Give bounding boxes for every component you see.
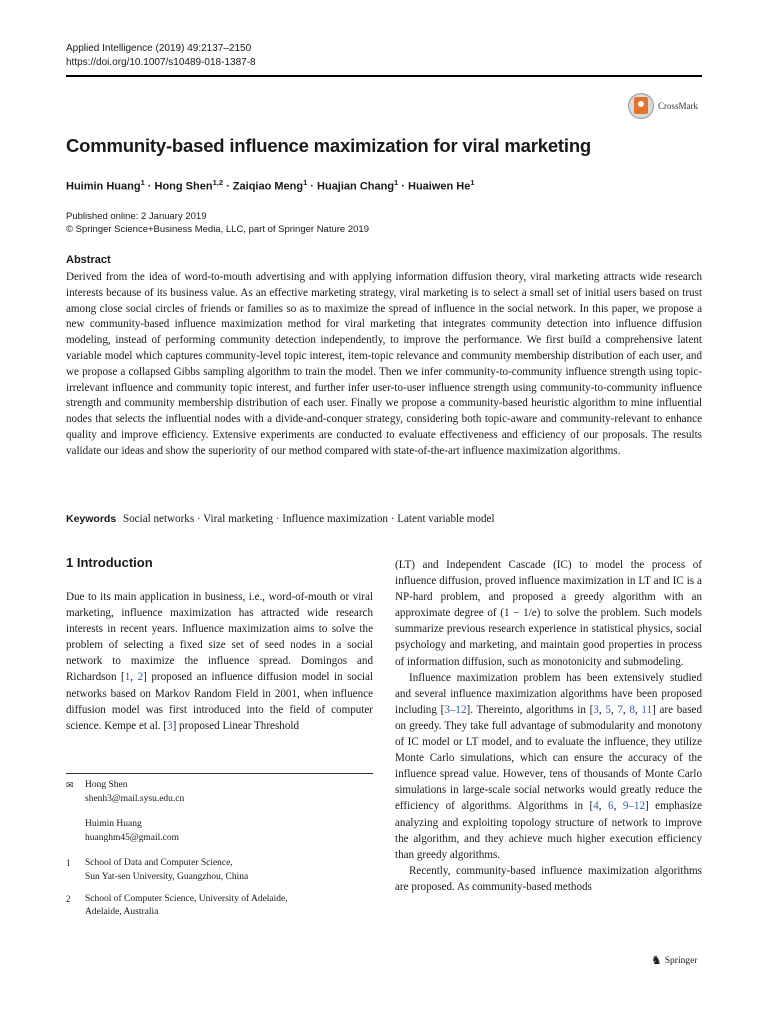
text-run: ]. Thereinto, algorithms in [ <box>466 703 594 716</box>
copyright-notice: © Springer Science+Business Media, LLC, part of Springer Nature 2019 <box>66 223 369 235</box>
keywords-list: Social networks · Viral marketing · Influence maximization · Latent variable model <box>122 513 495 525</box>
citation-link[interactable]: 11 <box>641 703 653 716</box>
intro-right-column <box>395 557 702 895</box>
text-run: , <box>598 800 609 813</box>
contact-email[interactable]: shenh3@mail.sysu.edu.cn <box>85 793 185 804</box>
crossmark-label: CrossMark <box>658 101 698 111</box>
paragraph <box>395 670 702 863</box>
contact-block <box>66 779 373 845</box>
text-run: , <box>622 703 630 716</box>
journal-meta <box>66 42 256 70</box>
affiliation-line: School of Data and Computer Science, <box>85 858 233 869</box>
contact-name: Hong Shen <box>85 780 128 790</box>
author-name[interactable]: Huaiwen He <box>408 180 471 193</box>
author-name[interactable]: Huimin Huang <box>66 180 141 193</box>
footnote-rule <box>66 773 373 774</box>
text-run: , <box>130 671 138 684</box>
author-separator: · <box>144 180 155 193</box>
text-run: Due to its main application in business, i.e., word-of-mouth or viral marketing, influence maximization has attracted wide research interests in recent years. Influence maximization aims to solve the problem of selecting a fixed size set of seed nodes in a social network to maximize the influence spread. Domingos and Richardson [ <box>66 591 373 684</box>
publication-info <box>66 211 369 236</box>
affiliation-line: School of Computer Science, University of Adelaide, <box>85 893 288 904</box>
springer-logo <box>651 953 697 968</box>
author-affiliation: 1 <box>394 178 399 187</box>
author-name[interactable]: Huajian Chang <box>317 180 395 193</box>
contact-email[interactable]: huanghm45@gmail.com <box>85 832 179 843</box>
journal-citation: Applied Intelligence (2019) 49:2137–2150 <box>66 43 252 54</box>
author-separator: · <box>398 180 408 193</box>
crossmark-button[interactable] <box>628 92 698 120</box>
author-separator: · <box>223 180 233 193</box>
citation-link[interactable]: 6 <box>608 800 614 813</box>
author-affiliation: 1 <box>140 178 145 187</box>
text-run: , <box>610 703 618 716</box>
text-run: ] proposed Linear Threshold <box>172 719 299 732</box>
author-name[interactable]: Hong Shen <box>154 180 213 193</box>
paper-title: Community-based influence maximization for viral marketing <box>66 135 592 156</box>
text-run: , <box>634 703 642 716</box>
text-run: ] emphasize analyzing and exploiting topology structure of network to improve the algorithm, and they achieve much higher execution efficiency than greedy algorithms. <box>395 800 703 861</box>
affiliation-number: 1 <box>66 858 71 869</box>
citation-link[interactable]: 3–12 <box>444 703 467 716</box>
author-separator: · <box>307 180 318 193</box>
author-affiliation: 1 <box>470 178 475 187</box>
envelope-icon: ✉ <box>66 780 74 790</box>
text-run: , <box>613 800 623 813</box>
published-date: Published online: 2 January 2019 <box>66 211 207 222</box>
affiliation-note <box>66 893 373 920</box>
text-run: ] proposed an influence diffusion model in social networks based on Markov Random Field in 2001, when influence diffusion model was first introduced into the field of computer science. Kempe et al. [ <box>66 671 373 732</box>
springer-horse-icon: ♞ <box>651 953 662 967</box>
citation-link[interactable]: 2 <box>137 671 144 684</box>
crossmark-icon <box>628 93 654 119</box>
publisher-name: Springer <box>664 955 698 966</box>
citation-link[interactable]: 3 <box>593 703 599 716</box>
citation-link[interactable]: 9–12 <box>622 800 646 813</box>
contact-name: Huimin Huang <box>85 819 142 830</box>
abstract-text: Derived from the idea of word-to-mouth advertising and with applying information diffusion theory, viral marketing attracts wide research interests because of its business value. As an effective marketing strategy, viral marketing is to select a small set of initial users based on trust among close social circles of friends or families so as to maximize the spread of influence in the social network. In this paper, we propose a new community-based influence maximization method for viral marketing that integrates community detection into influence diffusion modeling, instead of performing community detection independently, to improve the performance. We first build a comprehensive latent variable model which captures community-level topic interest, item-topic relevance and community membership distribution of each user, and we propose a collapsed Gibbs sampling algorithm to train the model. Then we infer community-to-community influence strength using topic-irrelevant influence and community topic interest, and further infer user-to-user influence strength using community-to-community influence strength and community membership distribution of each user. Finally we propose a community-based heuristic algorithm to mine influential nodes that selects the influential nodes with a divide-and-conquer strategy, considering both topic-aware and community-relevant to enhance quality and improve efficiency. Extensive experiments are conducted to evaluate effectiveness and efficiency of our proposals. The results validate our ideas and show the superiority of our method compared with state-of-the-art influence maximization algorithms. <box>66 271 702 457</box>
keywords <box>66 513 702 525</box>
paragraph: (LT) and Independent Cascade (IC) to model the process of influence diffusion, proved influence maximization in LT and IC is a NP-hard problem, and proposed a greedy algorithm with an approximate degree of (1 − 1/e) to solve the problem. Such models summarize previous research experience in statistical physics, social psychology and marketing, and maintain good properties in process of information diffusion, such as monotonicity and submodeling. <box>395 559 702 668</box>
author-name[interactable]: Zaiqiao Meng <box>232 180 304 193</box>
abstract-heading: Abstract <box>66 254 111 266</box>
paragraph <box>66 589 373 734</box>
citation-link[interactable]: 4 <box>593 800 599 813</box>
affiliation-number: 2 <box>66 893 71 904</box>
citation-link[interactable]: 3 <box>167 719 173 732</box>
citation-link[interactable]: 7 <box>617 703 623 716</box>
intro-left-column <box>66 589 373 734</box>
paragraph: Recently, community-based influence maximization algorithms are proposed. As community-based methods <box>395 864 702 893</box>
keywords-label: Keywords <box>66 513 117 525</box>
section-heading-introduction: 1 Introduction <box>66 555 153 570</box>
affiliation-line: Adelaide, Australia <box>85 907 159 918</box>
doi-link[interactable]: https://doi.org/10.1007/s10489-018-1387-8 <box>66 57 256 68</box>
citation-link[interactable]: 1 <box>124 671 131 684</box>
author-list <box>66 178 475 193</box>
affiliation-line: Sun Yat-sen University, Guangzhou, China <box>85 871 249 882</box>
author-affiliation: 1 <box>303 178 308 187</box>
text-run: ] are based on greedy. They take full advantage of submodularity and monotony of IC model or LT model, and to evaluate the influence, they utilize Monte Carlo simulations, which can ensure the accuracy of the influence spread value. However, tens of thousands of Monte Carlo simulations in large-scale social networks would greatly reduce the efficiency of algorithms. Algorithms in [ <box>395 703 703 813</box>
text-run: , <box>598 703 606 716</box>
affiliation-note <box>66 857 373 884</box>
header-rule <box>66 75 702 77</box>
citation-link[interactable]: 8 <box>629 703 635 716</box>
text-run: Influence maximization problem has been extensively studied and several influence maximization algorithms have been proposed including [ <box>395 671 702 716</box>
footnotes <box>66 779 373 920</box>
author-affiliation: 1,2 <box>212 178 224 187</box>
citation-link[interactable]: 5 <box>605 703 611 716</box>
